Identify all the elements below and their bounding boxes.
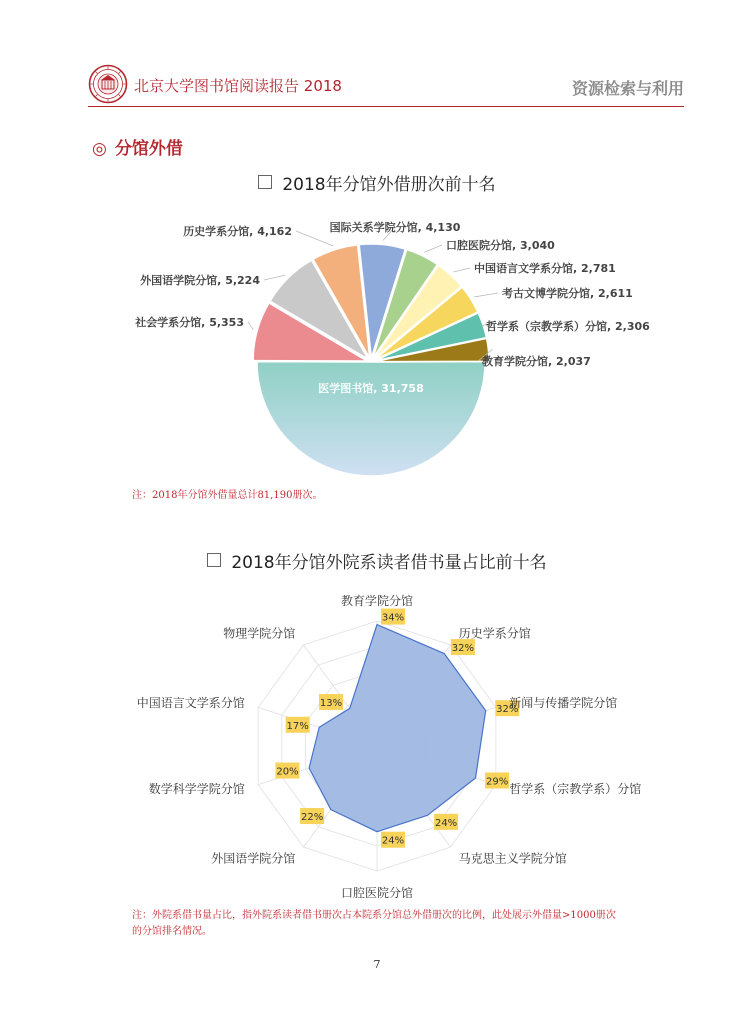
section-heading: [92, 134, 183, 159]
pie-data-label-1: 社会学系分馆, 5,353: [135, 316, 244, 329]
radar-value-label-8: 17%: [286, 720, 309, 732]
radar-value-label-9: 13%: [319, 697, 343, 709]
pie-slice-0: [257, 362, 485, 476]
radar-chart-note-line-1: 注：外院系借书量占比，指外院系读者借书册次占本院系分馆总外借册次的比例，此处展示外借量>1000册次: [132, 910, 616, 921]
radar-value-label-5: 24%: [381, 835, 405, 847]
pie-data-label-4: 国际关系学院分馆, 4,130: [329, 221, 461, 234]
section-name: 资源检索与利用: [571, 79, 684, 98]
radar-value-label-7: 20%: [276, 766, 299, 778]
pie-data-label-8: 哲学系（宗教学系）分馆, 2,306: [486, 320, 650, 333]
pie-leader-line-2: [264, 275, 285, 280]
radar-axis-label-2: 新闻与传播学院分馆: [509, 696, 618, 711]
pie-chart: [0, 210, 754, 500]
radar-axis-label-6: 外国语学院分馆: [211, 851, 296, 866]
radar-value-label-1: 32%: [451, 643, 474, 655]
pie-leader-line-7: [474, 293, 498, 297]
double-circle-icon: ◎: [92, 139, 107, 159]
radar-value-label-4: 24%: [434, 817, 458, 829]
pie-data-label-9: 教育学院分馆, 2,037: [482, 355, 591, 368]
radar-chart: [0, 586, 754, 906]
header-divider: [88, 106, 684, 107]
radar-value-label-2: 32%: [496, 704, 519, 716]
report-title: 北京大学图书馆阅读报告 2018: [134, 77, 342, 95]
radar-axis-label-5: 口腔医院分馆: [340, 886, 414, 900]
section-heading-text: 分馆外借: [114, 139, 183, 159]
pie-leader-line-6: [453, 268, 470, 272]
radar-axis-label-7: 数学科学学院分馆: [148, 781, 245, 796]
pie-data-label-7: 考古文博学院分馆, 2,611: [502, 287, 633, 300]
radar-chart-title: [0, 548, 754, 573]
pie-chart-note: 注：2018年分馆外借量总计81,190册次。: [132, 490, 323, 501]
radar-chart-title-text: 2018年分馆外院系读者借书量占比前十名: [231, 553, 547, 573]
university-seal-icon: [88, 64, 128, 104]
pie-data-label-5: 口腔医院分馆, 3,040: [446, 239, 555, 252]
pie-chart-title: [0, 170, 754, 195]
radar-axis-label-9: 物理学院分馆: [223, 626, 296, 641]
radar-chart-note-line-2: 的分馆排名情况。: [132, 926, 212, 937]
pie-data-label-6: 中国语言文学系分馆, 2,781: [474, 262, 616, 275]
radar-axis-label-8: 中国语言文学系分馆: [136, 696, 245, 711]
radar-chart-note: [132, 908, 616, 940]
page-header: [88, 64, 684, 108]
pie-leader-line-5: [424, 245, 442, 252]
radar-series-area: [309, 625, 486, 832]
radar-axis-label-1: 历史学系分馆: [458, 626, 531, 641]
pie-leader-line-3: [296, 231, 333, 246]
pie-chart-title-text: 2018年分馆外借册次前十名: [282, 175, 496, 195]
checkbox-square-icon: [258, 175, 272, 189]
radar-axis-label-3: 哲学系（宗教学系）分馆: [509, 781, 642, 796]
pie-data-label-0: 医学图书馆, 31,758: [318, 382, 424, 395]
radar-axis-label-0: 教育学院分馆: [340, 594, 414, 608]
radar-value-label-3: 29%: [485, 776, 509, 788]
page-number: 7: [373, 958, 381, 971]
radar-value-label-0: 34%: [381, 612, 405, 624]
radar-value-label-6: 22%: [300, 812, 324, 824]
pie-leader-line-1: [248, 322, 253, 330]
checkbox-square-icon: [207, 553, 221, 567]
pie-data-label-3: 历史学系分馆, 4,162: [183, 225, 292, 238]
pie-data-label-2: 外国语学院分馆, 5,224: [140, 274, 260, 287]
radar-axis-label-4: 马克思主义学院分馆: [458, 851, 567, 866]
